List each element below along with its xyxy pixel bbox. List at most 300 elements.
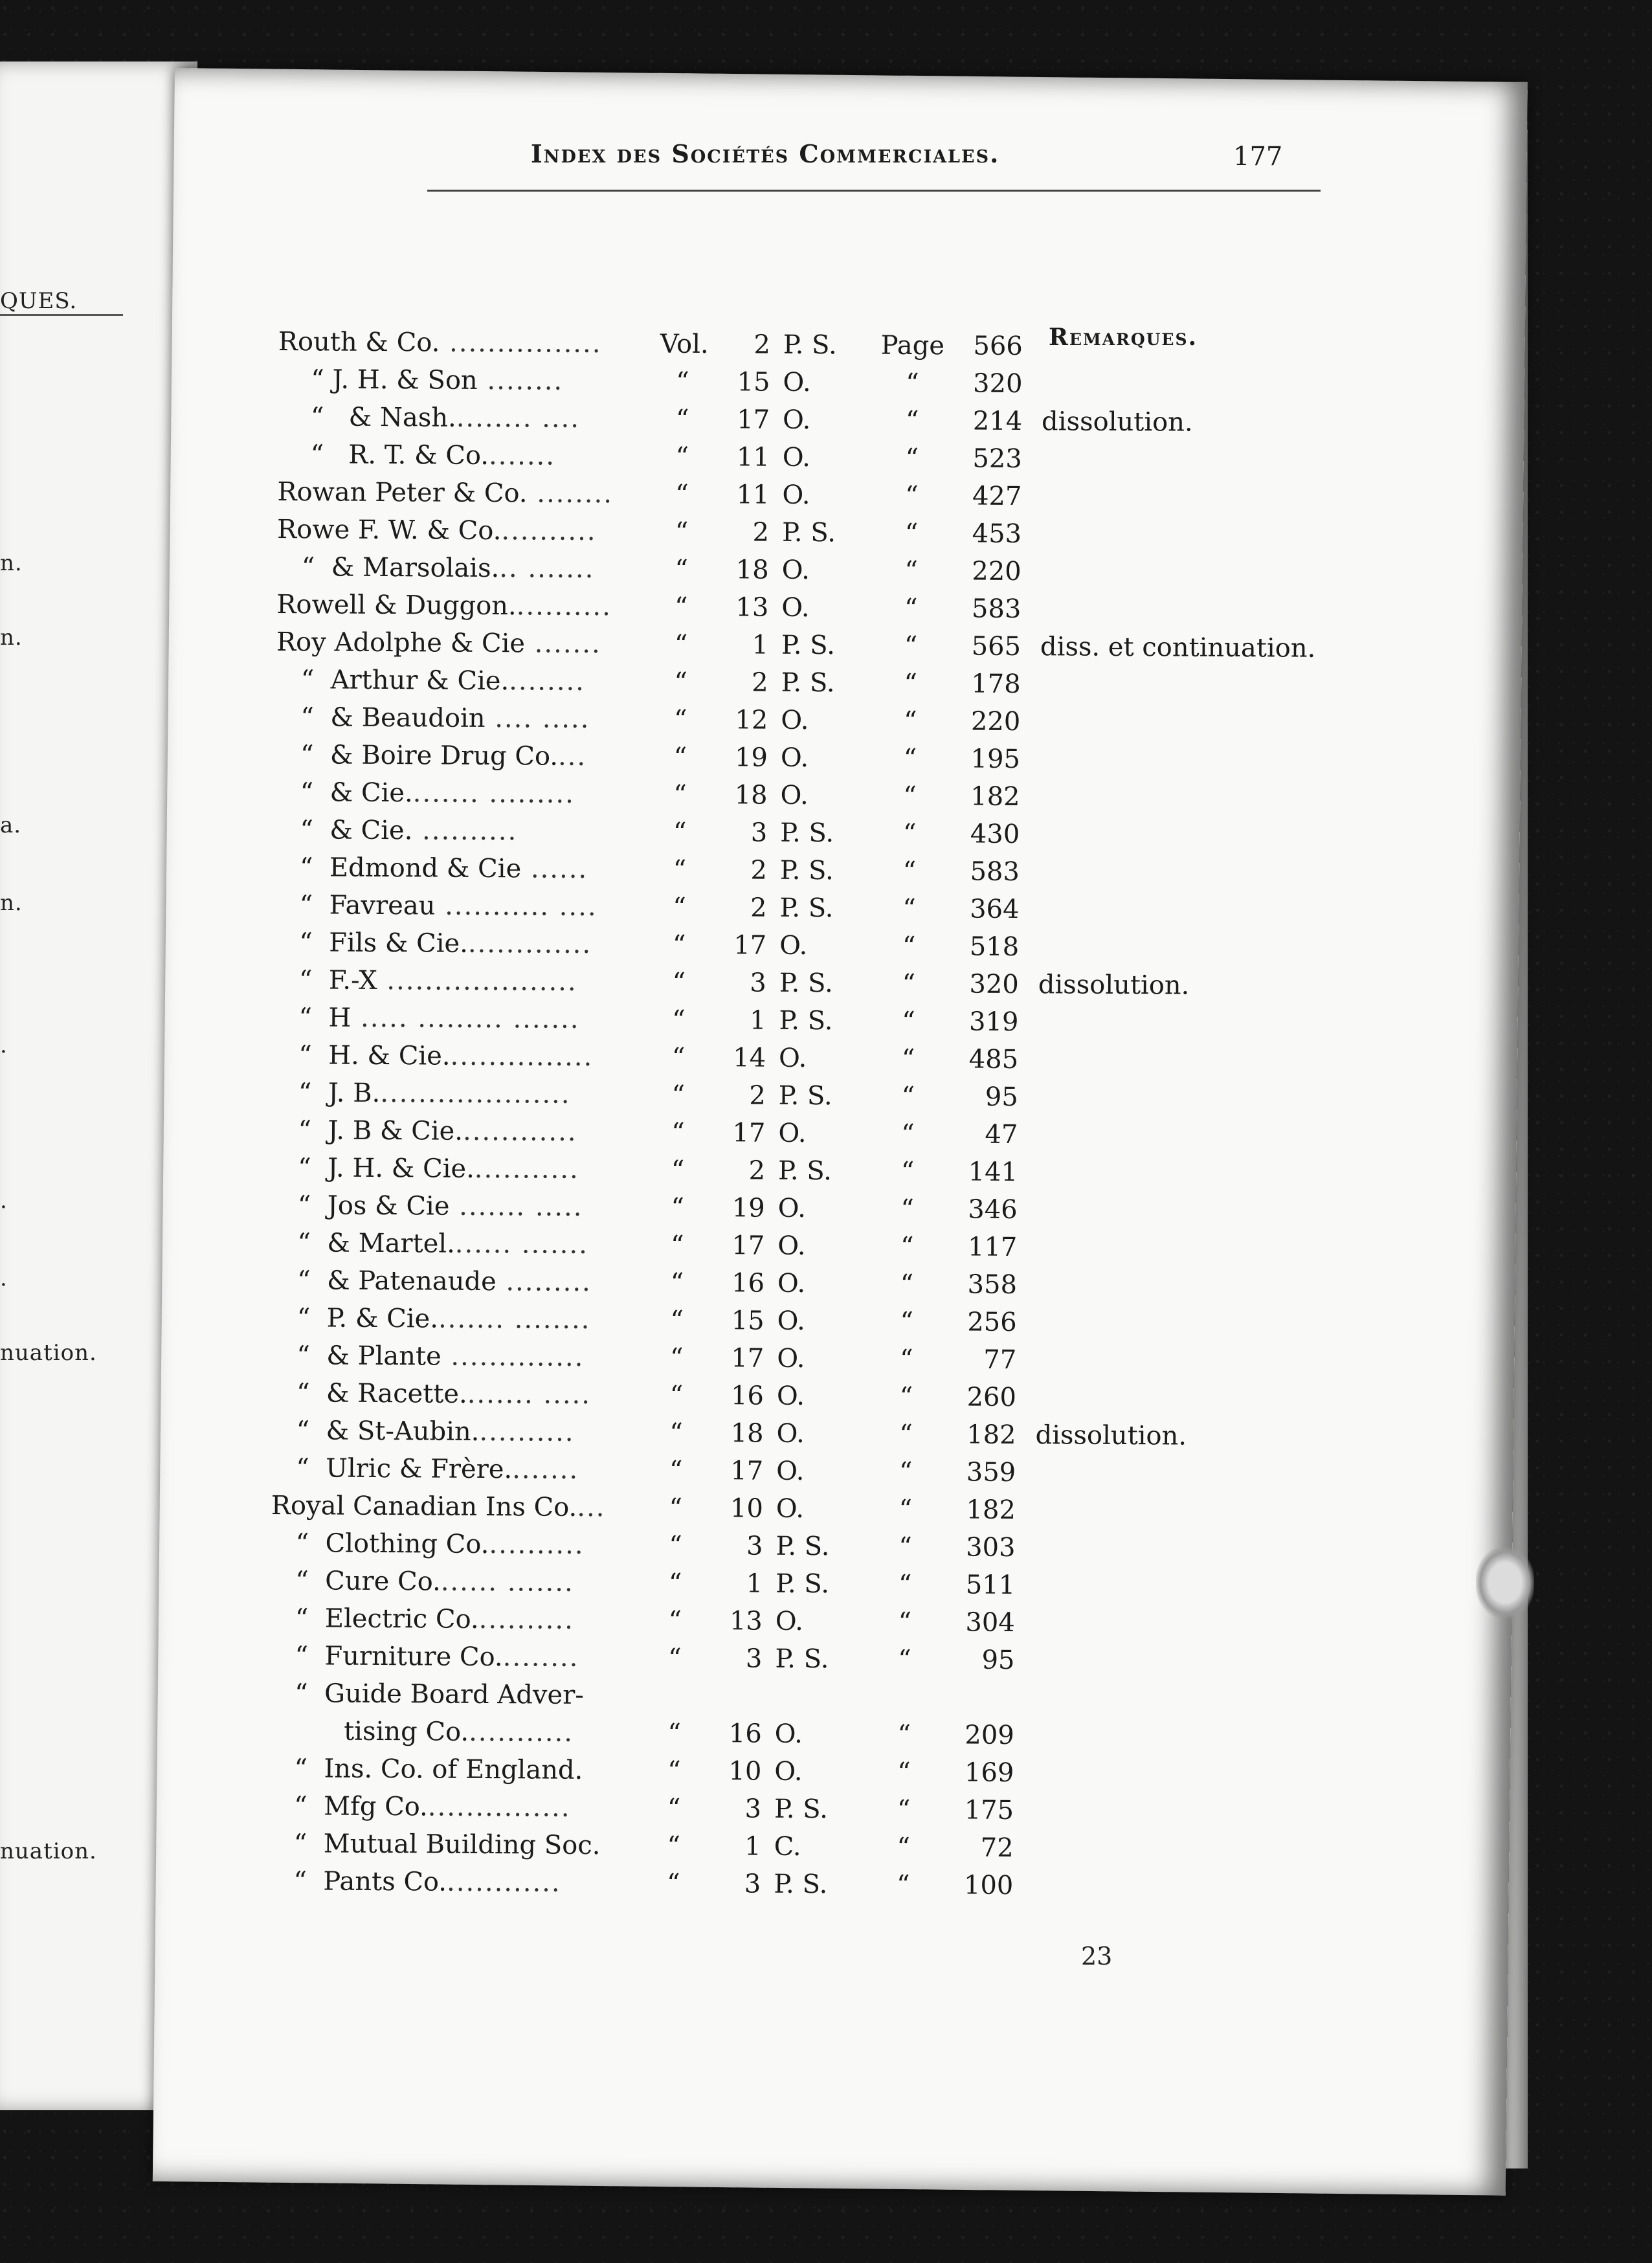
index-row xyxy=(269,1791,1279,1835)
index-row xyxy=(276,665,1286,709)
left-fragment: n. xyxy=(0,890,23,916)
volume-number: 19 xyxy=(731,1193,765,1223)
page-reference: 256 xyxy=(967,1307,1017,1337)
volume-marker: “ xyxy=(671,1192,685,1223)
volume-marker: “ xyxy=(669,1418,683,1448)
page-marker: “ xyxy=(900,1194,915,1225)
volume-number: 1 xyxy=(752,630,769,660)
company-name xyxy=(269,1791,651,1823)
series-code: O. xyxy=(774,1719,803,1749)
company-name-text: Rowe F. W. & Co. xyxy=(276,514,502,546)
company-name xyxy=(269,1829,651,1861)
company-name-text: “ Ins. Co. of England. xyxy=(269,1753,583,1785)
leader-dots: .. ....... xyxy=(499,553,595,584)
index-row xyxy=(271,1416,1281,1460)
left-fragment: n. xyxy=(0,550,23,576)
volume-number: 2 xyxy=(753,329,770,360)
page-marker: “ xyxy=(905,443,919,474)
page-marker: “ xyxy=(898,1644,911,1675)
page-marker: Page xyxy=(880,330,945,361)
company-name xyxy=(276,627,658,660)
volume-marker: “ xyxy=(670,1305,684,1335)
index-row xyxy=(278,402,1288,446)
leader-dots: .................... xyxy=(377,965,577,997)
company-index-table xyxy=(269,327,1316,1910)
series-code: O. xyxy=(776,1493,805,1524)
volume-number: 3 xyxy=(746,1531,763,1561)
index-row xyxy=(272,1378,1282,1422)
volume-marker: “ xyxy=(670,1267,684,1298)
page-reference: 117 xyxy=(967,1232,1018,1262)
page-marker: “ xyxy=(904,518,919,549)
paper-stain xyxy=(1476,1547,1534,1618)
page-reference: 214 xyxy=(972,406,1023,437)
volume-number: 19 xyxy=(734,742,768,773)
series-code: O. xyxy=(776,1381,805,1411)
page-reference: 485 xyxy=(968,1044,1019,1075)
page-marker: “ xyxy=(899,1494,913,1525)
leader-dots: ............ xyxy=(446,1867,561,1898)
series-code: O. xyxy=(774,1756,803,1787)
series-code: O. xyxy=(781,555,810,586)
volume-marker: “ xyxy=(675,479,689,509)
page-marker: “ xyxy=(903,781,917,812)
company-name-text: “ J. H. & Son xyxy=(278,364,478,396)
left-fragment: nuation. xyxy=(0,1340,97,1366)
remarks-column-heading: Remarques. xyxy=(1049,324,1198,351)
company-name xyxy=(273,1115,655,1148)
volume-marker: “ xyxy=(670,1230,684,1260)
volume-marker: “ xyxy=(667,1756,681,1786)
page-marker: “ xyxy=(899,1532,912,1563)
page-reference: 47 xyxy=(985,1119,1018,1150)
page-reference: 319 xyxy=(968,1007,1019,1038)
page-reference: 95 xyxy=(981,1645,1015,1675)
page-marker: “ xyxy=(902,931,916,962)
company-name-text: “ & Racette. xyxy=(271,1377,467,1409)
company-name xyxy=(273,1190,655,1223)
company-name-text: Roy Adolphe & Cie xyxy=(276,627,526,659)
leader-dots: ........... .... xyxy=(435,891,597,922)
page-reference: 359 xyxy=(966,1457,1016,1488)
volume-number: 1 xyxy=(744,1831,761,1862)
page-reference: 511 xyxy=(965,1570,1016,1600)
volume-marker: “ xyxy=(672,930,686,960)
page-reference: 453 xyxy=(972,518,1022,550)
index-row xyxy=(270,1716,1280,1760)
volume-marker: Vol. xyxy=(660,329,709,360)
page-marker: “ xyxy=(905,405,919,436)
volume-number: 1 xyxy=(749,1005,766,1036)
page-reference: 182 xyxy=(970,781,1020,812)
volume-number: 3 xyxy=(750,968,766,998)
index-row xyxy=(271,1453,1281,1497)
company-name-text: “ Arthur & Cie. xyxy=(276,664,509,697)
company-name-text: “ Furniture Co. xyxy=(270,1640,503,1673)
company-name xyxy=(276,665,658,697)
left-page-rule xyxy=(0,314,123,316)
leader-dots: ........... xyxy=(469,1717,574,1748)
volume-marker: “ xyxy=(675,554,689,585)
index-row xyxy=(274,1040,1284,1084)
company-name xyxy=(277,552,659,585)
leader-dots: ...... xyxy=(521,854,588,884)
page-marker: “ xyxy=(902,1006,915,1037)
company-name-text: “ H xyxy=(274,1002,352,1033)
company-name xyxy=(276,590,658,622)
page-marker: “ xyxy=(902,968,916,999)
page-marker: “ xyxy=(905,480,919,511)
page-reference: 518 xyxy=(969,931,1020,963)
page-reference: 209 xyxy=(965,1720,1014,1750)
company-name-text: Rowan Peter & Co. xyxy=(277,476,528,509)
series-code: O. xyxy=(776,1456,805,1486)
volume-number: 17 xyxy=(732,1118,766,1148)
company-name-text: “ R. T. & Co. xyxy=(277,439,489,471)
index-row xyxy=(276,590,1286,634)
volume-marker: “ xyxy=(675,441,689,472)
left-fragment: . xyxy=(0,1032,8,1058)
company-name-text: “ Electric Co. xyxy=(270,1603,479,1634)
volume-number: 10 xyxy=(730,1493,764,1524)
company-name xyxy=(272,1378,654,1410)
page-reference: 220 xyxy=(970,706,1021,737)
company-name xyxy=(273,1303,654,1335)
volume-marker: “ xyxy=(674,667,688,697)
volume-marker: “ xyxy=(668,1568,682,1598)
leader-dots: .......... xyxy=(516,591,612,622)
index-row xyxy=(278,364,1288,408)
index-row xyxy=(271,1491,1281,1535)
volume-marker: “ xyxy=(669,1343,684,1373)
page-marker: “ xyxy=(899,1381,913,1412)
company-name xyxy=(275,815,657,847)
page-marker: “ xyxy=(903,743,917,774)
volume-number: 13 xyxy=(735,592,769,623)
page-marker: “ xyxy=(904,555,919,586)
page-reference: 100 xyxy=(963,1870,1014,1901)
page-reference xyxy=(943,1682,1014,1683)
leader-dots: ....... xyxy=(488,440,556,471)
company-name-text: “ Jos & Cie xyxy=(273,1190,450,1221)
leader-dots: ................ xyxy=(440,328,602,359)
index-row xyxy=(273,1265,1282,1310)
page-reference: 320 xyxy=(969,969,1019,1000)
series-code: P. S. xyxy=(776,1568,830,1600)
index-row xyxy=(273,1153,1283,1197)
index-row xyxy=(273,1190,1282,1234)
page-reference: 141 xyxy=(968,1157,1018,1188)
company-name-text: “ & Boire Drug Co. xyxy=(275,739,559,772)
series-code: P. S. xyxy=(779,968,833,999)
volume-marker: “ xyxy=(669,1455,683,1486)
leader-dots: ... xyxy=(577,1492,606,1523)
series-code: O. xyxy=(777,1231,806,1262)
series-code: P. S. xyxy=(778,1080,832,1111)
volume-marker: “ xyxy=(673,817,687,847)
volume-number: 2 xyxy=(750,855,768,886)
page-reference: 72 xyxy=(980,1833,1014,1863)
company-name xyxy=(274,1040,656,1073)
page-marker: “ xyxy=(902,856,917,887)
company-name xyxy=(278,402,660,434)
volume-marker: “ xyxy=(671,1042,686,1073)
left-fragment: n. xyxy=(0,625,23,651)
leader-dots: ............... xyxy=(450,1041,594,1072)
company-name-text: “ & St-Aubin. xyxy=(271,1415,480,1447)
series-code: P. S. xyxy=(781,630,836,661)
series-code: P. S. xyxy=(779,893,834,924)
index-row xyxy=(274,965,1284,1009)
page-marker: “ xyxy=(904,593,918,624)
company-name xyxy=(274,965,656,998)
index-row xyxy=(278,440,1288,484)
index-row xyxy=(273,1115,1283,1159)
company-name-text: “ & Nash. xyxy=(278,401,456,433)
company-name-text: tising Co. xyxy=(269,1715,469,1747)
company-name xyxy=(269,1754,651,1786)
volume-number: 3 xyxy=(750,818,768,848)
leader-dots: ........ xyxy=(509,666,586,697)
company-name-text: Routh & Co. xyxy=(278,327,440,358)
index-row xyxy=(269,1754,1279,1798)
page-marker: “ xyxy=(897,1794,911,1825)
volume-marker: “ xyxy=(673,892,686,922)
page-reference: 175 xyxy=(964,1795,1014,1825)
company-name-text: “ & Patenaude xyxy=(272,1265,497,1297)
page-marker: “ xyxy=(897,1832,911,1863)
company-name-text: “ F.-X xyxy=(274,964,377,996)
page-marker: “ xyxy=(900,1306,913,1337)
page-marker: “ xyxy=(897,1757,911,1788)
page-marker: “ xyxy=(900,1269,914,1300)
remark: dissolution. xyxy=(1041,407,1193,438)
leader-dots: ............. xyxy=(467,928,592,959)
volume-number: 3 xyxy=(744,1869,761,1899)
volume-marker: “ xyxy=(673,704,687,735)
index-row xyxy=(270,1641,1280,1685)
leader-dots: ....... ..... xyxy=(467,1379,592,1410)
page-marker: “ xyxy=(904,630,918,662)
page-marker: “ xyxy=(900,1156,915,1187)
page-marker: “ xyxy=(901,1081,915,1112)
page-reference: 583 xyxy=(970,856,1020,887)
page-reference: 566 xyxy=(973,331,1023,362)
page-number: 177 xyxy=(1233,142,1283,172)
volume-marker: “ xyxy=(671,1155,685,1185)
company-name-text: “ Mfg Co. xyxy=(269,1790,428,1822)
company-name xyxy=(271,1566,653,1598)
company-name-text: “ J. B. xyxy=(273,1077,381,1108)
leader-dots: ........ xyxy=(502,1642,579,1673)
series-code: O. xyxy=(777,1306,805,1336)
company-name xyxy=(269,1866,651,1899)
page-reference: 364 xyxy=(970,894,1020,925)
volume-number: 14 xyxy=(733,1043,766,1073)
series-code: O. xyxy=(779,930,808,961)
series-code: O. xyxy=(778,1118,807,1149)
company-name-text: “ & Marsolais. xyxy=(276,552,500,584)
index-row xyxy=(278,327,1288,371)
page-marker: “ xyxy=(897,1719,911,1750)
left-fragment: a. xyxy=(0,812,22,838)
series-code: O. xyxy=(782,405,811,436)
left-fragment: . xyxy=(0,1188,8,1214)
page-reference: 320 xyxy=(972,368,1023,399)
series-code: P. S. xyxy=(774,1794,829,1825)
company-name-text: “ Mutual Building Soc. xyxy=(269,1828,601,1861)
page-reference: 220 xyxy=(972,556,1021,587)
remark: dissolution. xyxy=(1035,1420,1187,1451)
company-name xyxy=(274,1078,656,1110)
volume-number: 15 xyxy=(731,1306,765,1336)
volume-number: 10 xyxy=(728,1756,762,1787)
company-name-text: “ Edmond & Cie xyxy=(274,852,522,884)
page-reference: 195 xyxy=(970,744,1021,775)
series-code: O. xyxy=(775,1606,804,1636)
page-marker: “ xyxy=(899,1419,913,1450)
page-reference: 178 xyxy=(971,669,1021,700)
volume-number: 17 xyxy=(737,405,770,435)
index-row xyxy=(274,928,1284,972)
page-marker: “ xyxy=(906,368,919,399)
volume-marker: “ xyxy=(673,742,687,772)
series-code: P. S. xyxy=(783,329,837,361)
volume-marker: “ xyxy=(676,366,689,397)
index-row xyxy=(277,552,1287,596)
series-code: P. S. xyxy=(779,855,834,886)
page-marker: “ xyxy=(898,1607,912,1638)
company-name xyxy=(278,440,660,472)
left-fragment: nuation. xyxy=(0,1838,97,1864)
volume-marker: “ xyxy=(669,1530,682,1561)
index-row xyxy=(274,1078,1284,1122)
leader-dots: ............ xyxy=(462,1116,577,1147)
company-name-text: “ & Cie. xyxy=(275,777,413,808)
volume-number: 2 xyxy=(749,1080,766,1111)
signature-mark: 23 xyxy=(1081,1942,1113,1970)
index-row xyxy=(271,1566,1280,1610)
company-name xyxy=(271,1603,653,1636)
page-reference: 565 xyxy=(971,631,1021,662)
index-row xyxy=(276,627,1316,671)
volume-marker: “ xyxy=(671,1117,685,1148)
volume-marker: “ xyxy=(674,629,688,660)
series-code: O. xyxy=(783,367,811,398)
leader-dots: ....... xyxy=(512,1455,579,1485)
series-code: O. xyxy=(777,1193,807,1224)
volume-number: 11 xyxy=(736,442,770,473)
volume-marker: “ xyxy=(669,1380,684,1410)
company-name-text: “ Favreau xyxy=(274,889,436,921)
index-row xyxy=(277,515,1287,559)
page-marker: “ xyxy=(904,668,918,699)
series-code: O. xyxy=(777,1268,806,1299)
leader-dots: ........ .... xyxy=(456,403,581,434)
index-row xyxy=(269,1829,1278,1873)
volume-number: 18 xyxy=(734,780,768,810)
leader-dots: ............... xyxy=(427,1792,571,1823)
index-row xyxy=(275,815,1285,859)
leader-dots: ...... ....... xyxy=(440,1566,574,1598)
volume-number: 17 xyxy=(733,930,767,961)
page-marker: “ xyxy=(896,1869,910,1901)
leader-dots: ..... ......... ....... xyxy=(351,1003,580,1034)
company-name xyxy=(275,777,657,810)
company-name-text: “ J. B & Cie. xyxy=(273,1115,463,1146)
page-marker: “ xyxy=(900,1231,914,1262)
index-row xyxy=(271,1528,1280,1572)
company-name xyxy=(271,1491,653,1523)
company-name-text: “ Pants Co. xyxy=(269,1866,447,1897)
company-name xyxy=(276,702,658,735)
volume-number: 2 xyxy=(748,1155,766,1186)
volume-number: 2 xyxy=(752,517,770,548)
index-row xyxy=(272,1341,1282,1385)
volume-number: 2 xyxy=(750,893,767,923)
volume-number: 3 xyxy=(744,1794,762,1824)
volume-number: 13 xyxy=(729,1606,763,1636)
company-name xyxy=(274,928,656,960)
leader-dots: .......... xyxy=(479,1416,575,1447)
volume-number: 16 xyxy=(730,1381,765,1411)
volume-marker: “ xyxy=(668,1643,682,1673)
leader-dots: .......... xyxy=(501,516,597,547)
company-name-text: “ & Plante xyxy=(272,1340,441,1372)
leader-dots: ....... ......... xyxy=(412,778,575,809)
page-marker: “ xyxy=(899,1456,913,1488)
volume-number: 12 xyxy=(735,705,768,735)
volume-marker: “ xyxy=(672,967,686,998)
index-row xyxy=(271,1603,1280,1647)
remark: dissolution. xyxy=(1038,970,1190,1001)
index-row xyxy=(270,1678,1280,1722)
company-name xyxy=(276,740,658,772)
index-row xyxy=(276,702,1286,746)
series-code: O. xyxy=(776,1418,805,1449)
volume-number: 1 xyxy=(746,1568,763,1599)
series-code: O. xyxy=(777,1343,805,1374)
page-reference: 95 xyxy=(985,1082,1018,1113)
company-name-text: Royal Canadian Ins Co. xyxy=(271,1490,577,1522)
leader-dots: ........... xyxy=(474,1154,579,1185)
leader-dots: .............. xyxy=(441,1341,585,1372)
volume-marker: “ xyxy=(667,1718,682,1748)
volume-number: 3 xyxy=(745,1644,763,1674)
company-name-text: “ & Martel. xyxy=(273,1227,456,1259)
leader-dots: ....... ..... xyxy=(449,1191,583,1222)
page-reference: 583 xyxy=(971,594,1021,625)
company-name xyxy=(273,1153,655,1185)
series-code: C. xyxy=(774,1831,801,1862)
company-name xyxy=(274,890,656,922)
company-name xyxy=(277,477,659,509)
company-name xyxy=(275,853,657,885)
volume-marker: “ xyxy=(672,1005,686,1035)
series-code: P. S. xyxy=(780,818,834,849)
company-name xyxy=(278,364,660,397)
leader-dots: .......... xyxy=(478,1604,575,1635)
series-code: P. S. xyxy=(781,667,835,698)
series-code: P. S. xyxy=(774,1869,828,1900)
volume-number: 17 xyxy=(730,1456,764,1486)
page-reference: 304 xyxy=(965,1607,1015,1638)
index-row xyxy=(276,740,1286,784)
page-marker: “ xyxy=(901,1119,915,1150)
volume-number: 11 xyxy=(736,480,770,510)
index-row xyxy=(274,890,1284,934)
page-marker: “ xyxy=(899,1344,913,1375)
